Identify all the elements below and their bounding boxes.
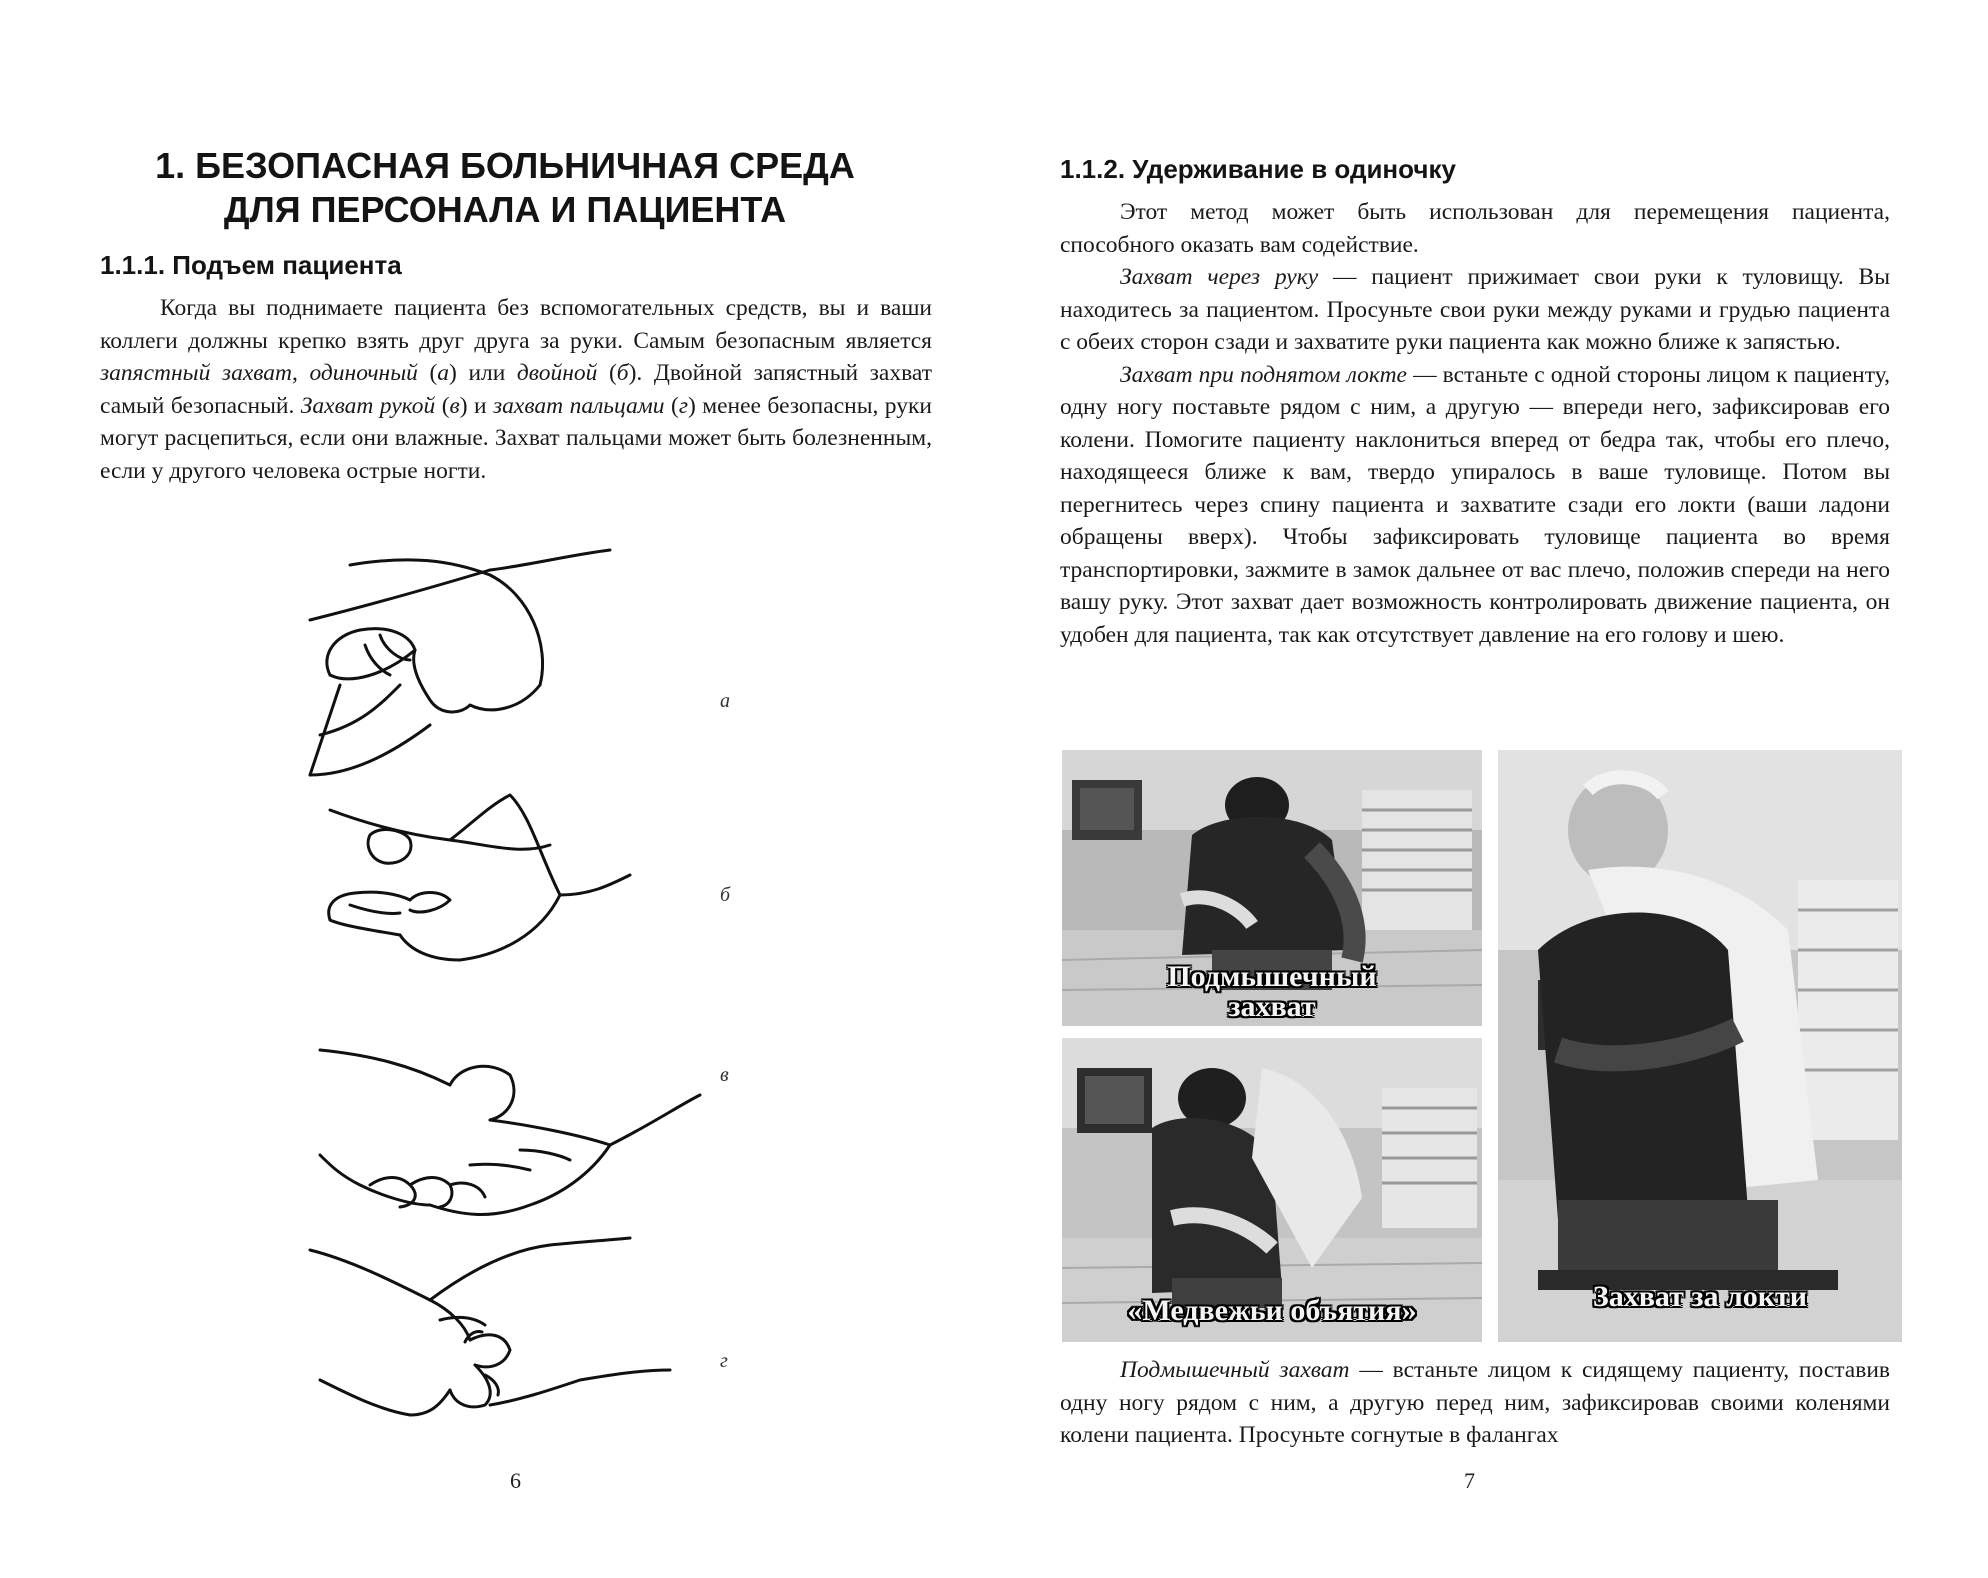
photo-elbow-grip-image (1498, 750, 1902, 1342)
text-run: ) или (449, 360, 517, 386)
photo-bear-hug (1062, 1038, 1482, 1342)
term-single: одиночный (309, 360, 418, 386)
caption-bear-hug: «Медвежьи объятия» (1127, 1294, 1417, 1327)
text-run: ( (417, 360, 438, 386)
text-run: ( (435, 392, 450, 419)
text-run: ( (597, 360, 617, 386)
figure-label-v: в (720, 1064, 729, 1086)
photo-armpit-grip (1062, 750, 1482, 1026)
ref-b: б (616, 360, 629, 386)
grip-single-wrist-drawing (310, 550, 610, 775)
caption-line: Подмышечный (1167, 960, 1377, 993)
figure-label-g: г (720, 1350, 728, 1372)
hand-grips-illustration (290, 535, 710, 1425)
term-hand-grip: Захват рукой (300, 392, 436, 419)
term-finger-grip: захват пальцами (493, 392, 665, 419)
term-raised-elbow-grip: Захват при поднятом локте (1120, 361, 1407, 388)
term-arm-grip: Захват через руку (1120, 264, 1319, 290)
term-wrist-grip: запястный захват (100, 360, 293, 386)
raised-elbow-paragraph (1060, 359, 1890, 652)
text-run: ) менее безопасны, руки могут расцепиться, если они влажные. Захват пальцами может быть болезненным, если у другого человека острые ногти. (100, 392, 932, 484)
text-run: , (292, 360, 310, 386)
right-page (994, 0, 1988, 1578)
ref-a: а (437, 360, 450, 386)
photo-elbow-grip (1498, 750, 1902, 1342)
term-double: двойной (516, 360, 598, 386)
text-run: Когда вы поднимаете пациента без вспомогательных средств, вы и ваши коллеги должны крепко взять друг друга за руки. Самым безопасным является (100, 295, 932, 354)
chapter-title-line1: 1. БЕЗОПАСНАЯ БОЛЬНИЧНАЯ СРЕДА (155, 145, 855, 186)
intro-paragraph: Этот метод может быть использован для перемещения пациента, способного оказать вам содействие. (1060, 199, 1890, 258)
page-number-left: 6 (510, 1468, 521, 1493)
chapter-title-line2: ДЛЯ ПЕРСОНАЛА И ПАЦИЕНТА (223, 189, 787, 230)
caption-armpit-grip (1062, 962, 1482, 1022)
holding-text (1060, 196, 1890, 651)
figure-label-b: б (720, 884, 731, 906)
armpit-grip-paragraph (1060, 1354, 1890, 1452)
text-run: ) и (459, 392, 494, 419)
caption-line: захват (1228, 990, 1316, 1023)
lifting-paragraph (100, 292, 932, 487)
arm-grip-paragraph (1060, 261, 1890, 359)
grip-finger-drawing (310, 1238, 670, 1415)
text-run: ( (664, 392, 679, 419)
section-heading-lifting: 1.1.1. Подъем пациента (100, 250, 402, 280)
figure-label-a: а (720, 690, 730, 712)
caption-elbow-grip: Захват за локти (1592, 1280, 1808, 1313)
term-armpit-grip: Подмышечный захват (1120, 1357, 1350, 1383)
chapter-title (110, 144, 900, 232)
grip-double-wrist-drawing (329, 795, 630, 960)
text-run: ). Двойной запястный захват самый безопасный. (100, 360, 932, 419)
ref-g: г (678, 392, 688, 419)
text-run: — встаньте лицом к сидящему пациенту, поставив одну ногу рядом с ним, а другую перед ним, зафиксировав своими коленями колени пациента. Просуньте согнутые в фалангах (1060, 1357, 1891, 1448)
armpit-grip-text (1060, 1354, 1890, 1452)
ref-v: в (449, 392, 460, 419)
text-run: — пациент прижимает свои руки к туловищу. Вы находитесь за пациентом. Просуньте свои руки между руками и грудью пациента с обеих сторон сзади и захватите руки пациента как можно ближе к запястью. (1060, 264, 1890, 355)
page-number-right: 7 (1464, 1468, 1475, 1493)
text-run: — встаньте с одной стороны лицом к пациенту, одну ногу поставьте рядом с ним, а другую — впереди него, зафиксировав его колени. Помогите пациенту наклониться вперед от бедра так, чтобы его плечо, находящееся ближе к вам, твердо упиралось в ваше туловище. Потом вы перегнитесь через спину пациента и захватите сзади его локти (ваши ладони обращены вверх). Чтобы зафиксировать туловище пациента во время транспортировки, зажмите в замок дальнее от вас плечо, положив спереди на него вашу руку. Этот захват дает возможность контролировать движение пациента, он удобен для пациента, так как отсутствует давление на его голову и шею. (1060, 361, 1890, 648)
grip-hand-drawing (320, 1050, 700, 1214)
section-heading-holding-alone: 1.1.2. Удерживание в одиночку (1060, 154, 1456, 184)
